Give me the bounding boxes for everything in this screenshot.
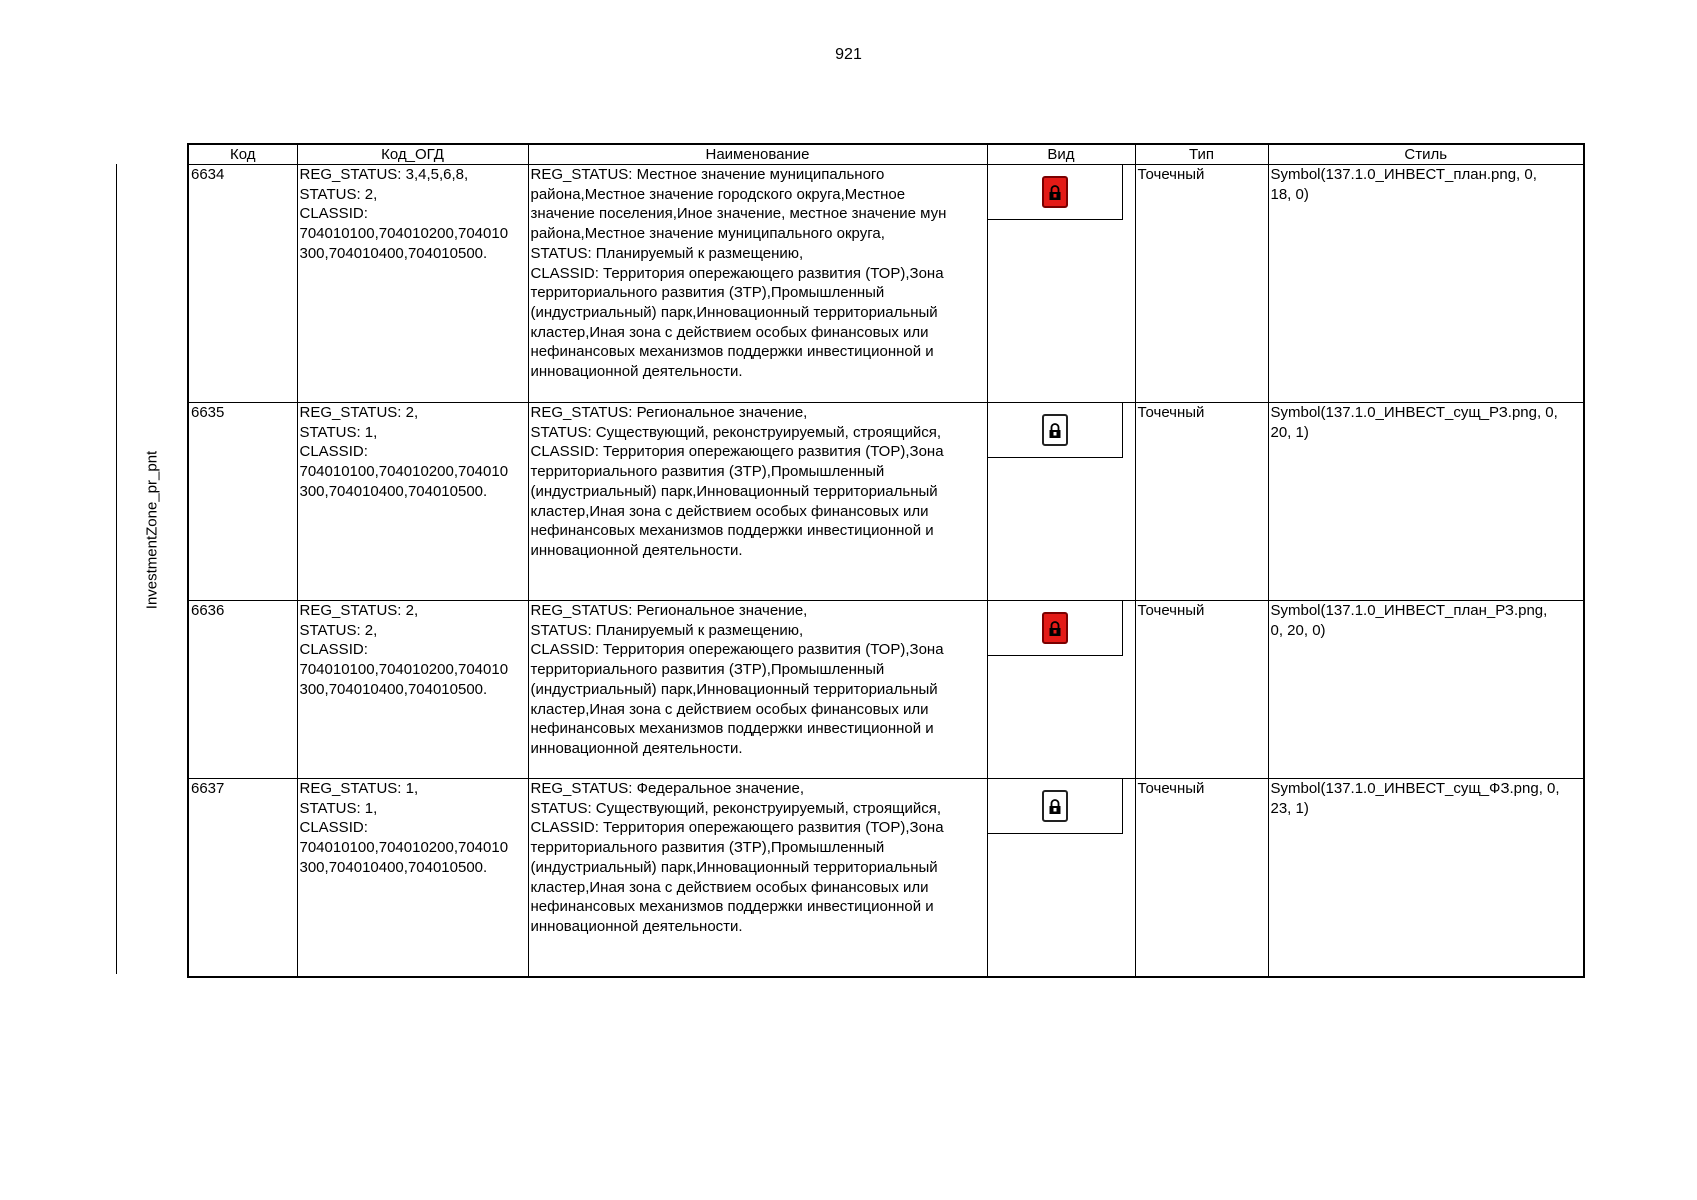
table-row: [188, 779, 1584, 978]
ogd-line: 300,704010400,704010500.: [299, 680, 488, 698]
style-line: 20, 1): [1270, 423, 1309, 441]
ogd-line: REG_STATUS: 2,: [299, 602, 419, 619]
name-line: (индустриальный) парк,Инновационный территориальный: [530, 482, 938, 500]
name-line: территориального развития (ЗТР),Промышленный: [530, 463, 885, 481]
cell-style: [1268, 403, 1584, 601]
style-line: Symbol(137.1.0_ИНВЕСТ_сущ_ФЗ.png, 0,: [1270, 780, 1560, 797]
name-line: кластер,Иная зона с действием особых финансовых или: [530, 502, 929, 520]
ogd-line: 300,704010400,704010500.: [299, 244, 488, 262]
name-line: нефинансовых механизмов поддержки инвестиционной и: [530, 343, 934, 361]
symbol-swatch: [988, 601, 1123, 656]
name-line: нефинансовых механизмов поддержки инвестиционной и: [530, 720, 934, 738]
cell-style: [1268, 165, 1584, 403]
cell-style: [1268, 779, 1584, 978]
name-line: CLASSID: Территория опережающего развития (ТОР),Зона: [530, 641, 944, 659]
name-line: REG_STATUS: Региональное значение,: [530, 602, 808, 619]
cell-vid: [987, 165, 1135, 403]
table-row: [188, 403, 1584, 601]
ogd-line: 300,704010400,704010500.: [299, 482, 488, 500]
style-line: 18, 0): [1270, 185, 1309, 203]
header-kod-ogd: Код_ОГД: [297, 144, 528, 165]
ogd-line: STATUS: 2,: [299, 621, 378, 639]
cell-tip: Точечный: [1135, 779, 1268, 978]
name-line: STATUS: Планируемый к размещению,: [530, 621, 804, 639]
name-line: CLASSID: Территория опережающего развития (ТОР),Зона: [530, 819, 944, 837]
cell-name: [528, 403, 987, 601]
cell-tip: Точечный: [1135, 403, 1268, 601]
cell-kod-ogd: [297, 601, 528, 779]
ogd-line: CLASSID:: [299, 443, 368, 461]
name-line: кластер,Иная зона с действием особых финансовых или: [530, 878, 929, 896]
name-line: значение поселения,Иное значение, местное значение мун: [530, 205, 947, 223]
table-row: [188, 165, 1584, 403]
style-line: 23, 1): [1270, 799, 1309, 817]
cell-kod: 6634: [188, 165, 297, 403]
lock-icon: [1042, 414, 1068, 446]
cell-kod: 6636: [188, 601, 297, 779]
cell-vid: [987, 403, 1135, 601]
symbol-table: [187, 143, 1585, 978]
style-line: Symbol(137.1.0_ИНВЕСТ_сущ_РЗ.png, 0,: [1270, 404, 1558, 421]
layer-name-label: InvestmentZone_pr_pnt: [143, 450, 161, 610]
table-row: [188, 601, 1584, 779]
symbol-swatch: [988, 403, 1123, 458]
name-line: кластер,Иная зона с действием особых финансовых или: [530, 700, 929, 718]
ogd-line: STATUS: 1,: [299, 799, 378, 817]
cell-vid: [987, 601, 1135, 779]
name-line: инновационной деятельности.: [530, 363, 743, 381]
name-line: территориального развития (ЗТР),Промышленный: [530, 839, 885, 857]
ogd-line: 704010100,704010200,704010: [299, 463, 509, 481]
ogd-line: 300,704010400,704010500.: [299, 858, 488, 876]
table-header-row: [188, 144, 1584, 165]
ogd-line: CLASSID:: [299, 819, 368, 837]
cell-kod-ogd: [297, 403, 528, 601]
name-line: территориального развития (ЗТР),Промышленный: [530, 284, 885, 302]
name-line: нефинансовых механизмов поддержки инвестиционной и: [530, 522, 934, 540]
ogd-line: 704010100,704010200,704010: [299, 225, 509, 243]
name-line: (индустриальный) парк,Инновационный территориальный: [530, 680, 938, 698]
name-line: кластер,Иная зона с действием особых финансовых или: [530, 323, 929, 341]
ogd-line: STATUS: 1,: [299, 423, 378, 441]
name-line: CLASSID: Территория опережающего развития (ТОР),Зона: [530, 264, 944, 282]
style-line: Symbol(137.1.0_ИНВЕСТ_план_РЗ.png,: [1270, 602, 1548, 619]
ogd-line: REG_STATUS: 2,: [299, 404, 419, 421]
name-line: территориального развития (ЗТР),Промышленный: [530, 661, 885, 679]
ogd-line: REG_STATUS: 3,4,5,6,8,: [299, 166, 469, 183]
cell-kod-ogd: [297, 779, 528, 978]
style-line: Symbol(137.1.0_ИНВЕСТ_план.png, 0,: [1270, 166, 1537, 183]
cell-vid: [987, 779, 1135, 978]
name-line: REG_STATUS: Федеральное значение,: [530, 780, 805, 797]
name-line: STATUS: Существующий, реконструируемый, строящийся,: [530, 423, 942, 441]
ogd-line: 704010100,704010200,704010: [299, 839, 509, 857]
name-line: инновационной деятельности.: [530, 739, 743, 757]
symbol-swatch: [988, 779, 1123, 834]
cell-name: [528, 601, 987, 779]
cell-kod-ogd: [297, 165, 528, 403]
header-name: Наименование: [528, 144, 987, 165]
cell-style: [1268, 601, 1584, 779]
lock-icon: [1042, 176, 1068, 208]
cell-tip: Точечный: [1135, 601, 1268, 779]
lock-icon: [1042, 790, 1068, 822]
ogd-line: CLASSID:: [299, 205, 368, 223]
symbol-swatch: [988, 165, 1123, 220]
lock-icon: [1042, 612, 1068, 644]
header-kod: Код: [188, 144, 297, 165]
name-line: STATUS: Существующий, реконструируемый, строящийся,: [530, 799, 942, 817]
cell-kod: 6637: [188, 779, 297, 978]
name-line: района,Местное значение городского округа,Местное: [530, 185, 906, 203]
ogd-line: 704010100,704010200,704010: [299, 661, 509, 679]
name-line: инновационной деятельности.: [530, 917, 743, 935]
cell-kod: 6635: [188, 403, 297, 601]
name-line: района,Местное значение муниципального округа,: [530, 225, 885, 243]
name-line: нефинансовых механизмов поддержки инвестиционной и: [530, 898, 934, 916]
name-line: инновационной деятельности.: [530, 541, 743, 559]
ogd-line: REG_STATUS: 1,: [299, 780, 419, 797]
header-tip: Тип: [1135, 144, 1268, 165]
name-line: (индустриальный) парк,Инновационный территориальный: [530, 858, 938, 876]
style-line: 0, 20, 0): [1270, 621, 1326, 639]
cell-tip: Точечный: [1135, 165, 1268, 403]
cell-name: [528, 165, 987, 403]
cell-name: [528, 779, 987, 978]
name-line: (индустриальный) парк,Инновационный территориальный: [530, 303, 938, 321]
header-vid: Вид: [987, 144, 1135, 165]
ogd-line: CLASSID:: [299, 641, 368, 659]
side-rule: [116, 164, 117, 974]
header-style: Стиль: [1268, 144, 1584, 165]
name-line: CLASSID: Территория опережающего развития (ТОР),Зона: [530, 443, 944, 461]
name-line: STATUS: Планируемый к размещению,: [530, 244, 804, 262]
name-line: REG_STATUS: Местное значение муниципального: [530, 166, 885, 183]
page-number: 921: [835, 46, 862, 63]
name-line: REG_STATUS: Региональное значение,: [530, 404, 808, 421]
ogd-line: STATUS: 2,: [299, 185, 378, 203]
